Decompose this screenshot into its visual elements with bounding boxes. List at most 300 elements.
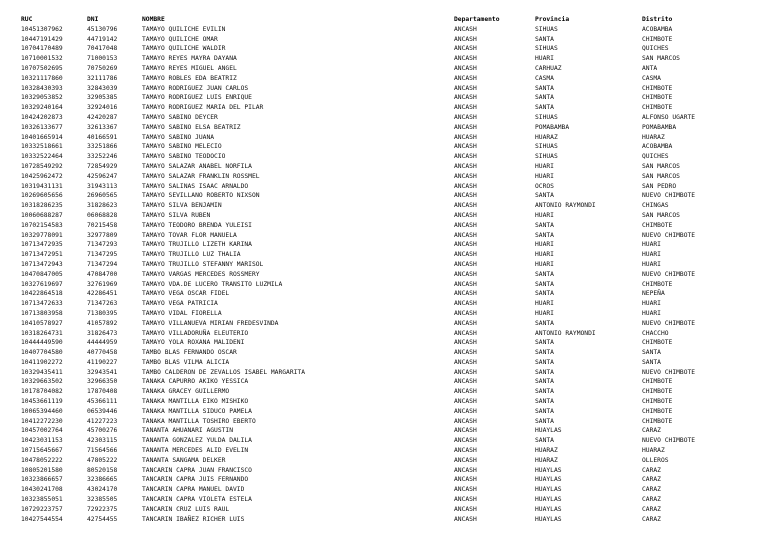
distrito-cell: HUARI [642,241,661,249]
ruc-cell: 10065394460 [21,407,63,415]
provincia-cell: SIHUAS [535,25,558,33]
ruc-cell: 10729223757 [21,505,63,513]
nombre-cell: TAMAYO TRUJILLO LUZ THALIA [142,251,241,259]
dni-cell: 17870408 [87,388,118,396]
ruc-cell: 10710001532 [21,55,63,63]
nombre-cell: TANCARIN IBAÑEZ RICHER LUIS [142,515,245,523]
departamento-cell: ANCASH [454,123,477,131]
ruc-cell: 10321117860 [21,74,63,82]
ruc-cell: 10713803958 [21,309,63,317]
dni-cell: 06539446 [87,407,118,415]
distrito-cell: CASMA [642,74,661,82]
distrito-cell: QUICHES [642,45,669,53]
dni-cell: 32977809 [87,231,118,239]
departamento-cell: ANCASH [454,486,477,494]
departamento-cell: ANCASH [454,505,477,513]
table-row [21,280,752,290]
table-row [21,309,752,319]
ruc-cell: 10323866657 [21,476,63,484]
ruc-cell: 10422864518 [21,290,63,298]
table-row [21,84,752,94]
provincia-cell: SANTA [535,417,554,425]
column-header-distrito: Distrito [642,16,673,23]
dni-cell: 70750269 [87,64,118,72]
nombre-cell: TAMAYO VILLANUEVA MIRIAN FREDESVINDA [142,319,279,327]
nombre-cell: TANAKA MANTILLA SIDUCO PAMELA [142,407,252,415]
nombre-cell: TAMAYO TRUJILLO STEFANNY MARISOL [142,260,264,268]
ruc-cell: 10326133677 [21,123,63,131]
departamento-cell: ANCASH [454,74,477,82]
departamento-cell: ANCASH [454,447,477,455]
dni-cell: 31828623 [87,202,118,210]
distrito-cell: OLLEROS [642,456,669,464]
provincia-cell: HUARI [535,260,554,268]
departamento-cell: ANCASH [454,309,477,317]
dni-cell: 32613367 [87,123,118,131]
distrito-cell: CARAZ [642,486,661,494]
departamento-cell: ANCASH [454,417,477,425]
column-header-dni: DNI [87,16,99,23]
nombre-cell: TAMAYO SABINO DEYCER [142,113,218,121]
distrito-cell: ANTA [642,64,658,72]
departamento-cell: ANCASH [454,45,477,53]
ruc-cell: 10713472633 [21,300,63,308]
table-row [21,485,752,495]
provincia-cell: SIHUAS [535,153,558,161]
ruc-cell: 10805201580 [21,466,63,474]
ruc-cell: 10269605656 [21,192,63,200]
dni-cell: 32966350 [87,378,118,386]
departamento-cell: ANCASH [454,496,477,504]
departamento-cell: ANCASH [454,25,477,33]
dni-cell: 71347295 [87,251,118,259]
nombre-cell: TAMAYO SABINO JUANA [142,133,215,141]
provincia-cell: SANTA [535,368,554,376]
distrito-cell: HUARI [642,251,661,259]
nombre-cell: TAMAYO QUILICHE WALDIR [142,45,226,53]
departamento-cell: ANCASH [454,94,477,102]
departamento-cell: ANCASH [454,202,477,210]
departamento-cell: ANCASH [454,466,477,474]
nombre-cell: TAMAYO SABINO TEODOCIO [142,153,226,161]
dni-cell: 42754455 [87,515,118,523]
distrito-cell: CARAZ [642,496,661,504]
nombre-cell: TAMAYO VEGA OSCAR FIDEL [142,290,230,298]
ruc-cell: 10451307962 [21,25,63,33]
ruc-cell: 10704170489 [21,45,63,53]
ruc-cell: 10178704082 [21,388,63,396]
ruc-cell: 10424202873 [21,113,63,121]
distrito-cell: ACOBAMBA [642,25,673,33]
ruc-cell: 10410578927 [21,319,63,327]
dni-cell: 32843039 [87,84,118,92]
distrito-cell: CARAZ [642,476,661,484]
table-row [21,260,752,270]
dni-cell: 42420287 [87,113,118,121]
distrito-cell: HUARAZ [642,447,665,455]
provincia-cell: SANTA [535,388,554,396]
provincia-cell: HUARI [535,300,554,308]
departamento-cell: ANCASH [454,437,477,445]
nombre-cell: TAMBO CALDERON DE ZEVALLOS ISABEL MARGARITA [142,368,306,376]
ruc-cell: 10728549292 [21,162,63,170]
provincia-cell: HUAYLAS [535,515,562,523]
distrito-cell: CHINGAS [642,202,669,210]
table-row [21,407,752,417]
dni-cell: 44444959 [87,339,118,347]
departamento-cell: ANCASH [454,388,477,396]
ruc-cell: 10318286235 [21,202,63,210]
departamento-cell: ANCASH [454,133,477,141]
dni-cell: 45130796 [87,25,118,33]
table-row [21,446,752,456]
ruc-cell: 10411902272 [21,358,63,366]
provincia-cell: HUARI [535,211,554,219]
nombre-cell: TAMAYO TRUJILLO LIZETH KARINA [142,241,252,249]
nombre-cell: TANANTA AHUANARI AGUSTIN [142,427,233,435]
departamento-cell: ANCASH [454,211,477,219]
provincia-cell: SANTA [535,280,554,288]
table-row [21,387,752,397]
table-row [21,93,752,103]
ruc-cell: 10329240164 [21,104,63,112]
provincia-cell: SANTA [535,339,554,347]
provincia-cell: HUARAZ [535,133,558,141]
departamento-cell: ANCASH [454,319,477,327]
distrito-cell: CARAZ [642,427,661,435]
departamento-cell: ANCASH [454,476,477,484]
provincia-cell: HUARI [535,251,554,259]
ruc-cell: 10060688287 [21,211,63,219]
ruc-cell: 10329435411 [21,368,63,376]
ruc-cell: 10323855051 [21,496,63,504]
nombre-cell: TAMAYO VEGA PATRICIA [142,300,218,308]
provincia-cell: HUAYLAS [535,496,562,504]
provincia-cell: HUAYLAS [535,505,562,513]
distrito-cell: SAN PEDRO [642,182,677,190]
departamento-cell: ANCASH [454,329,477,337]
distrito-cell: NUEVO CHIMBOTE [642,437,696,445]
nombre-cell: TAMAYO SEVILLANO ROBERTO NIXSON [142,192,260,200]
distrito-cell: HUARI [642,309,661,317]
table-row [21,103,752,113]
table-row [21,250,752,260]
provincia-cell: HUAYLAS [535,427,562,435]
provincia-cell: POMABAMBA [535,123,570,131]
table-row [21,319,752,329]
departamento-cell: ANCASH [454,280,477,288]
nombre-cell: TANANTA GONZALEZ YULDA DALILA [142,437,252,445]
ruc-cell: 10427544554 [21,515,63,523]
departamento-cell: ANCASH [454,182,477,190]
nombre-cell: TAMAYO RODRIGUEZ LUIS ENRIQUE [142,94,252,102]
distrito-cell: CHACCHO [642,329,669,337]
departamento-cell: ANCASH [454,251,477,259]
distrito-cell: SANTA [642,358,661,366]
distrito-cell: CHIMBOTE [642,378,673,386]
provincia-cell: SIHUAS [535,143,558,151]
table-row [21,495,752,505]
provincia-cell: SANTA [535,192,554,200]
nombre-cell: TANCARIN CAPRA MANUEL DAVID [142,486,245,494]
distrito-cell: CHIMBOTE [642,94,673,102]
ruc-cell: 10457002764 [21,427,63,435]
nombre-cell: TAMAYO RODRIGUEZ MARIA DEL PILAR [142,104,264,112]
departamento-cell: ANCASH [454,339,477,347]
distrito-cell: ACOBAMBA [642,143,673,151]
ruc-cell: 10328430393 [21,84,63,92]
ruc-cell: 10713472935 [21,241,63,249]
distrito-cell: HUARI [642,260,661,268]
nombre-cell: TAMAYO TEODORO BRENDA YULEISI [142,221,252,229]
provincia-cell: SANTA [535,358,554,366]
dni-cell: 33251866 [87,143,118,151]
dni-cell: 33252246 [87,153,118,161]
table-body [21,25,752,525]
provincia-cell: SANTA [535,319,554,327]
departamento-cell: ANCASH [454,378,477,386]
distrito-cell: HUARI [642,300,661,308]
nombre-cell: TANCARIN CRUZ LUIS RAUL [142,505,230,513]
dni-cell: 32761969 [87,280,118,288]
table-row [21,397,752,407]
table-row [21,368,752,378]
dni-cell: 71564566 [87,447,118,455]
table-row [21,74,752,84]
dni-cell: 32386665 [87,476,118,484]
records-table [21,15,752,524]
provincia-cell: HUAYLAS [535,476,562,484]
ruc-cell: 10407704580 [21,349,63,357]
nombre-cell: TANCARIN CAPRA JUIS FERNANDO [142,476,249,484]
distrito-cell: NUEVO CHIMBOTE [642,319,696,327]
provincia-cell: SANTA [535,35,554,43]
dni-cell: 47084700 [87,270,118,278]
dni-cell: 31826473 [87,329,118,337]
nombre-cell: TAMBO BLAS FERNANDO OSCAR [142,349,237,357]
dni-cell: 72854929 [87,162,118,170]
provincia-cell: HUARI [535,172,554,180]
ruc-cell: 10430241708 [21,486,63,494]
dni-cell: 41227223 [87,417,118,425]
departamento-cell: ANCASH [454,231,477,239]
dni-cell: 70417048 [87,45,118,53]
nombre-cell: TAMAYO REYES MAYRA DAYANA [142,55,237,63]
provincia-cell: SANTA [535,398,554,406]
table-row [21,456,752,466]
provincia-cell: HUARAZ [535,447,558,455]
ruc-cell: 10713472951 [21,251,63,259]
ruc-cell: 10453661119 [21,398,63,406]
distrito-cell: CHIMBOTE [642,35,673,43]
nombre-cell: TAMAYO VDA.DE LUCERO TRANSITO LUZMILA [142,280,283,288]
distrito-cell: CHIMBOTE [642,407,673,415]
distrito-cell: HUARAZ [642,133,665,141]
provincia-cell: SANTA [535,94,554,102]
departamento-cell: ANCASH [454,407,477,415]
table-row [21,172,752,182]
ruc-cell: 10425962472 [21,172,63,180]
dni-cell: 72922375 [87,505,118,513]
nombre-cell: TAMAYO SABINO MELECIO [142,143,222,151]
nombre-cell: TANANTA MERCEDES ALID EVELIN [142,447,249,455]
departamento-cell: ANCASH [454,270,477,278]
departamento-cell: ANCASH [454,221,477,229]
nombre-cell: TAMAYO SILVA RUBEN [142,211,211,219]
nombre-cell: TANAKA CAPURRO AKIKO YESSICA [142,378,249,386]
departamento-cell: ANCASH [454,172,477,180]
provincia-cell: SANTA [535,221,554,229]
table-row [21,162,752,172]
dni-cell: 32111786 [87,74,118,82]
dni-cell: 41057892 [87,319,118,327]
distrito-cell: ALFONSO UGARTE [642,113,696,121]
departamento-cell: ANCASH [454,192,477,200]
table-row [21,358,752,368]
provincia-cell: ANTONIO RAYMONDI [535,329,596,337]
departamento-cell: ANCASH [454,290,477,298]
departamento-cell: ANCASH [454,55,477,63]
nombre-cell: TAMAYO SALAZAR ANABEL NORFILA [142,162,252,170]
dni-cell: 70215458 [87,221,118,229]
table-row [21,426,752,436]
nombre-cell: TAMAYO VILLADORUÑA ELEUTERIO [142,329,249,337]
nombre-cell: TAMAYO VIDAL FIORELLA [142,309,222,317]
dni-cell: 71347293 [87,241,118,249]
ruc-cell: 10715645667 [21,447,63,455]
dni-cell: 71347294 [87,260,118,268]
provincia-cell: SIHUAS [535,113,558,121]
nombre-cell: TANCARIN CAPRA JUAN FRANCISCO [142,466,252,474]
dni-cell: 32385505 [87,496,118,504]
table-row [21,113,752,123]
table-row [21,338,752,348]
column-header-provincia: Provincia [535,16,570,23]
ruc-cell: 10329663502 [21,378,63,386]
departamento-cell: ANCASH [454,104,477,112]
ruc-cell: 10332518661 [21,143,63,151]
provincia-cell: HUARI [535,162,554,170]
nombre-cell: TAMAYO VARGAS MERCEDES ROSSMERY [142,270,260,278]
dni-cell: 44719142 [87,35,118,43]
distrito-cell: CHIMBOTE [642,339,673,347]
nombre-cell: TAMAYO ROBLES EDA BEATRIZ [142,74,237,82]
provincia-cell: OCROS [535,182,554,190]
dni-cell: 26960565 [87,192,118,200]
departamento-cell: ANCASH [454,64,477,72]
provincia-cell: SANTA [535,104,554,112]
distrito-cell: CHIMBOTE [642,417,673,425]
provincia-cell: HUARI [535,55,554,63]
table-row [21,417,752,427]
distrito-cell: NUEVO CHIMBOTE [642,192,696,200]
departamento-cell: ANCASH [454,241,477,249]
table-row [21,240,752,250]
dni-cell: 06068828 [87,211,118,219]
table-row [21,270,752,280]
table-row [21,329,752,339]
provincia-cell: SANTA [535,378,554,386]
distrito-cell: SAN MARCOS [642,172,680,180]
ruc-cell: 10318264731 [21,329,63,337]
ruc-cell: 10401665914 [21,133,63,141]
distrito-cell: CHIMBOTE [642,104,673,112]
dni-cell: 40770458 [87,349,118,357]
ruc-cell: 10329053852 [21,94,63,102]
ruc-cell: 10319431131 [21,182,63,190]
table-row [21,44,752,54]
header-row [21,15,752,25]
departamento-cell: ANCASH [454,427,477,435]
dni-cell: 41190227 [87,358,118,366]
dni-cell: 31943113 [87,182,118,190]
dni-cell: 42596247 [87,172,118,180]
dni-cell: 40166591 [87,133,118,141]
nombre-cell: TAMAYO SALINAS ISAAC ARNALDO [142,182,249,190]
provincia-cell: HUARAZ [535,456,558,464]
table-row [21,191,752,201]
table-row [21,201,752,211]
nombre-cell: TANANTA SANGAMA DELKER [142,456,226,464]
distrito-cell: NUEVO CHIMBOTE [642,231,696,239]
provincia-cell: HUAYLAS [535,486,562,494]
distrito-cell: SAN MARCOS [642,55,680,63]
ruc-cell: 10327619697 [21,280,63,288]
dni-cell: 32924016 [87,104,118,112]
column-header-departamento: Departamento [454,16,500,23]
nombre-cell: TAMAYO RODRIGUEZ JUAN CARLOS [142,84,249,92]
departamento-cell: ANCASH [454,349,477,357]
ruc-cell: 10702154583 [21,221,63,229]
table-row [21,123,752,133]
departamento-cell: ANCASH [454,84,477,92]
departamento-cell: ANCASH [454,358,477,366]
departamento-cell: ANCASH [454,398,477,406]
table-row [21,505,752,515]
ruc-cell: 10447191429 [21,35,63,43]
departamento-cell: ANCASH [454,456,477,464]
nombre-cell: TAMAYO SALAZAR FRANKLIN ROSSMEL [142,172,260,180]
nombre-cell: TAMAYO YOLA ROXANA MALIDENI [142,339,245,347]
ruc-cell: 10707502695 [21,64,63,72]
departamento-cell: ANCASH [454,260,477,268]
provincia-cell: SANTA [535,407,554,415]
table-row [21,142,752,152]
distrito-cell: POMABAMBA [642,123,677,131]
provincia-cell: CASMA [535,74,554,82]
distrito-cell: SANTA [642,349,661,357]
distrito-cell: SAN MARCOS [642,162,680,170]
ruc-cell: 10332522464 [21,153,63,161]
provincia-cell: ANTONIO RAYMONDI [535,202,596,210]
column-header-nombre: NOMBRE [142,16,165,23]
table-row [21,152,752,162]
dni-cell: 43024170 [87,486,118,494]
ruc-cell: 10470847005 [21,270,63,278]
table-row [21,475,752,485]
nombre-cell: TAMBO BLAS VILMA ALICIA [142,358,230,366]
table-row [21,231,752,241]
table-row [21,299,752,309]
distrito-cell: CHIMBOTE [642,84,673,92]
departamento-cell: ANCASH [454,515,477,523]
ruc-cell: 10412272230 [21,417,63,425]
provincia-cell: SIHUAS [535,45,558,53]
provincia-cell: SANTA [535,290,554,298]
departamento-cell: ANCASH [454,153,477,161]
nombre-cell: TAMAYO QUILICHE EVILIN [142,25,226,33]
provincia-cell: SANTA [535,270,554,278]
